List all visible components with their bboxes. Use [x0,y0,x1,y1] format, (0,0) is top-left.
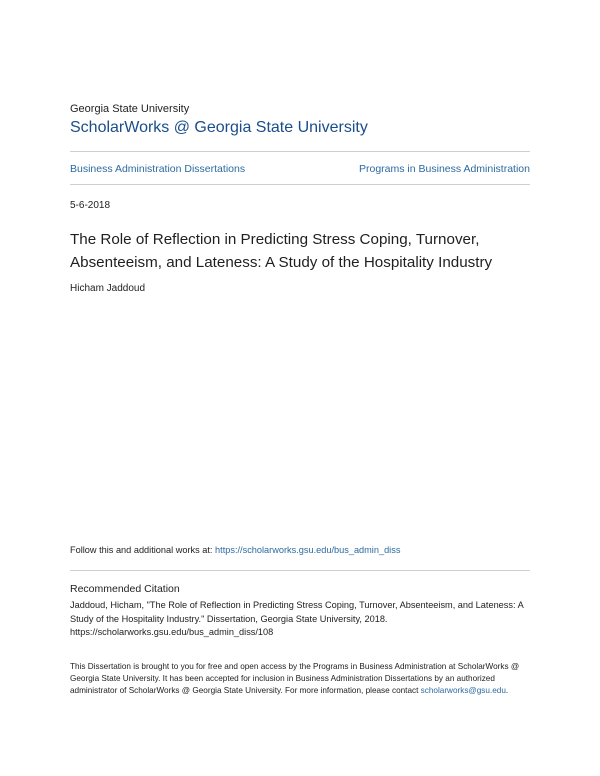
follow-text: Follow this and additional works at: [70,545,216,555]
repository-link[interactable]: ScholarWorks @ Georgia State University [70,119,368,136]
notice-end: . [505,686,509,695]
notice-text: This Dissertation is brought to you for free and open access by the Programs in Business Administration at ScholarWorks @ Georgia State University. It has been accepted for inclusion in Business Administration Dissertations by an authorized administrator of ScholarWorks @ Georgia State University. For more information, please contact [70,662,520,695]
citation-divider [70,570,530,571]
nav-divider [70,184,530,185]
author-name: Hicham Jaddoud [70,283,146,294]
follow-link[interactable]: https://scholarworks.gsu.edu/bus_admin_diss [215,545,401,555]
document-title: The Role of Reflection in Predicting Stress Coping, Turnover, Absenteeism, and Lateness: A Study of the Hospitality Industry [70,231,493,271]
publication-date: 5-6-2018 [70,200,111,211]
program-link[interactable]: Programs in Business Administration [359,163,530,175]
contact-email-link[interactable]: scholarworks@gsu.edu [420,686,506,695]
top-divider [70,151,530,152]
institution-name: Georgia State University [70,103,190,115]
access-notice [70,661,540,697]
follow-line [70,545,400,555]
citation-text: Jaddoud, Hicham, "The Role of Reflection in Predicting Stress Coping, Turnover, Absenteeism, and Lateness: A Study of the Hospitality Industry." Dissertation, Georgia State University, 2018. https://scholarworks.gsu.edu/bus_admin_diss/108 [70,600,524,637]
collection-link[interactable]: Business Administration Dissertations [70,163,246,175]
citation-heading: Recommended Citation [70,583,180,595]
